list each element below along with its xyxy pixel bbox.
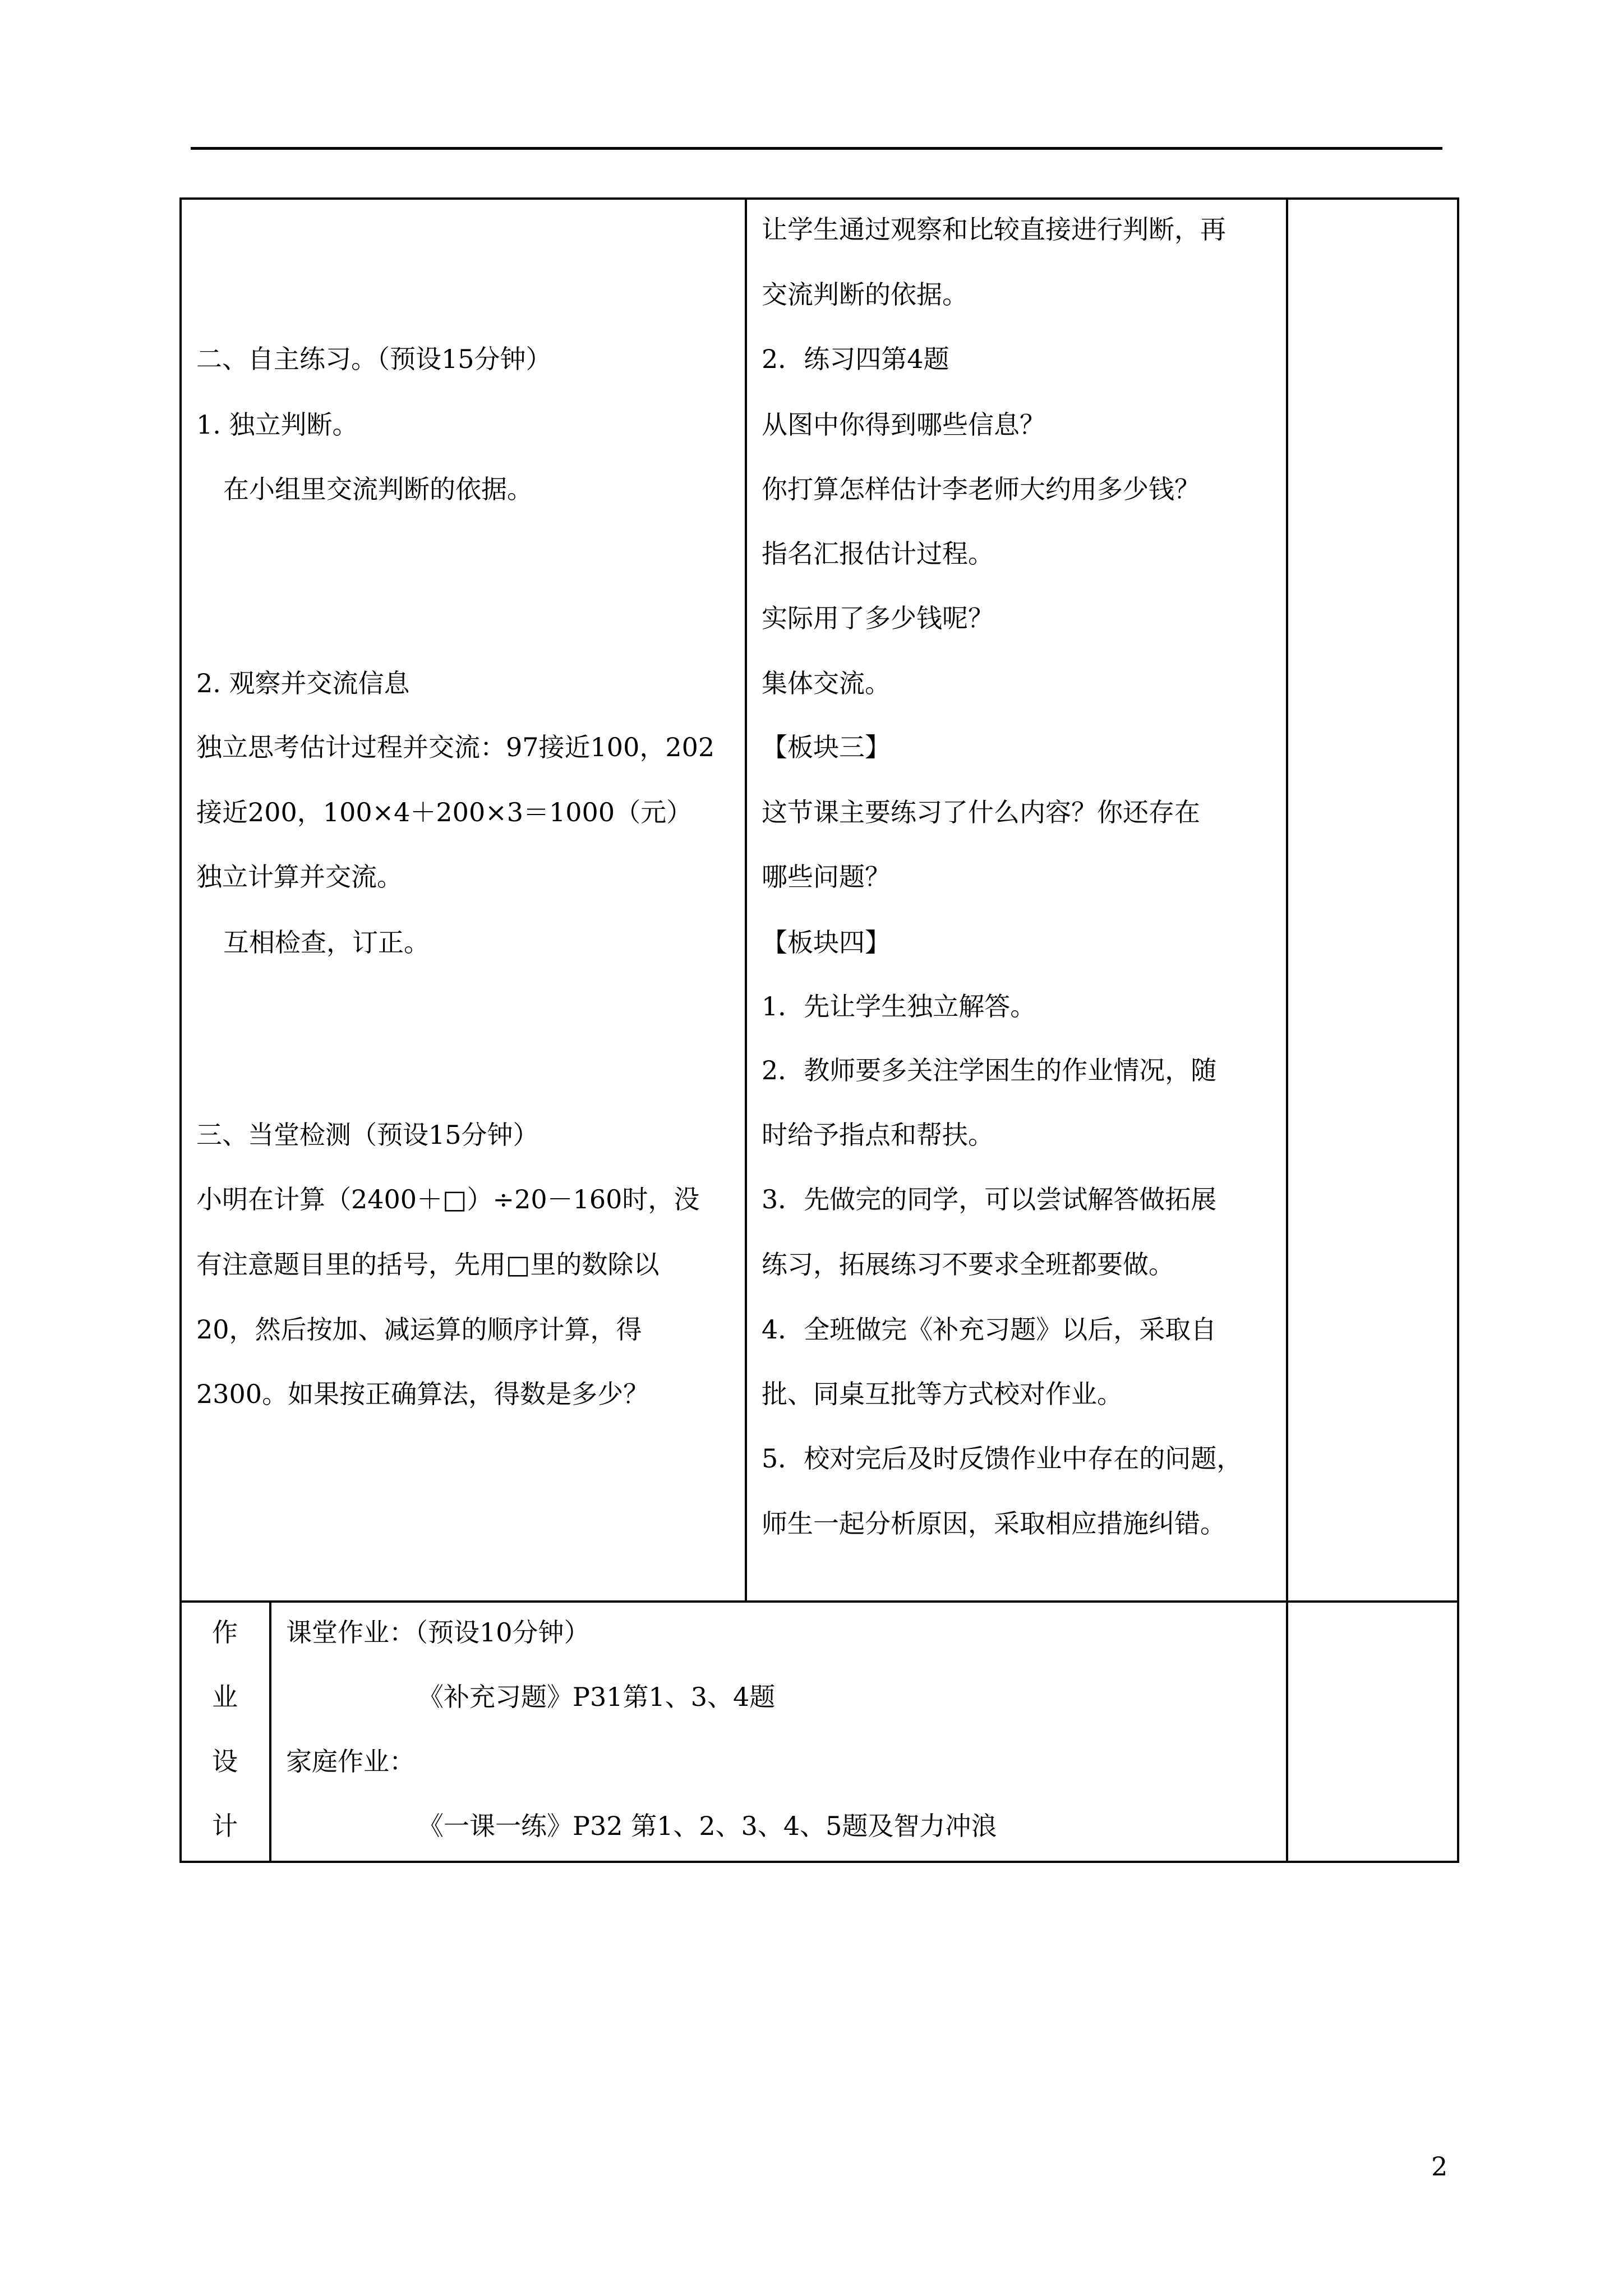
homework-label-char: 业: [212, 1682, 238, 1712]
column-divider-middle: [745, 197, 747, 1602]
middle-line: 让学生通过观察和比较直接进行判断，再: [762, 214, 1226, 245]
middle-line: 2．练习四第4题: [762, 344, 949, 374]
middle-line: 实际用了多少钱呢？: [762, 603, 994, 633]
middle-line: 你打算怎样估计李老师大约用多少钱？: [762, 474, 1200, 504]
middle-line: 哪些问题？: [762, 862, 891, 892]
middle-line: 这节课主要练习了什么内容？你还存在: [762, 797, 1200, 827]
left-line: 互相检查，订正。: [223, 927, 430, 958]
middle-line: 2．教师要多关注学困生的作业情况，随: [762, 1055, 1217, 1085]
header-rule: [191, 147, 1442, 150]
middle-line: 从图中你得到哪些信息？: [762, 409, 1045, 440]
middle-line: 3．先做完的同学，可以尝试解答做拓展: [762, 1184, 1217, 1214]
left-line: 1. 独立判断。: [196, 409, 358, 440]
left-line: 二、自主练习。（预设15分钟）: [196, 344, 552, 374]
middle-line: 4．全班做完《补充习题》以后，采取自: [762, 1314, 1217, 1345]
middle-line: 师生一起分析原因，采取相应措施纠错。: [762, 1508, 1226, 1539]
middle-line: 时给予指点和帮扶。: [762, 1120, 994, 1150]
left-line: 有注意题目里的括号，先用□里的数除以: [196, 1249, 660, 1280]
column-divider-notes: [1286, 197, 1288, 1863]
middle-line: 集体交流。: [762, 668, 891, 698]
middle-line: 5．校对完后及时反馈作业中存在的问题，: [762, 1443, 1243, 1474]
class-homework-title: 课堂作业：（预设10分钟）: [286, 1617, 590, 1648]
table-border-top: [179, 197, 1459, 200]
left-line: 三、当堂检测（预设15分钟）: [196, 1120, 539, 1150]
table-border-bottom: [179, 1861, 1459, 1863]
class-homework-item: 《补充习题》P31第1、3、4题: [418, 1682, 776, 1712]
middle-line: 【板块三】: [762, 732, 891, 762]
home-homework-title: 家庭作业：: [286, 1746, 415, 1777]
left-line: 在小组里交流判断的依据。: [223, 474, 533, 504]
table-border-right: [1457, 197, 1459, 1863]
left-line: 2300。如果按正确算法，得数是多少？: [196, 1379, 649, 1409]
left-line: 独立思考估计过程并交流：97接近100，202: [196, 732, 715, 762]
middle-line: 1．先让学生独立解答。: [762, 991, 1036, 1022]
middle-line: 交流判断的依据。: [762, 279, 968, 310]
left-line: 接近200，100×4＋200×3＝1000（元）: [196, 797, 693, 827]
home-homework-item: 《一课一练》P32 第1、2、3、4、5题及智力冲浪: [418, 1811, 997, 1841]
table-border-left: [179, 197, 182, 1863]
left-line: 小明在计算（2400＋□）÷20－160时，没: [196, 1184, 700, 1214]
middle-line: 批、同桌互批等方式校对作业。: [762, 1379, 1123, 1409]
left-line: 2. 观察并交流信息: [196, 668, 410, 698]
homework-label-char: 计: [212, 1811, 238, 1841]
left-line: 20，然后按加、减运算的顺序计算，得: [196, 1314, 642, 1345]
column-divider-homework-label: [269, 1600, 271, 1863]
middle-line: 指名汇报估计过程。: [762, 539, 994, 569]
middle-line: 【板块四】: [762, 927, 891, 958]
middle-line: 练习，拓展练习不要求全班都要做。: [762, 1249, 1174, 1280]
left-line: 独立计算并交流。: [196, 862, 403, 892]
row-divider: [179, 1600, 1459, 1603]
homework-label-char: 设: [212, 1746, 238, 1777]
page-number: 2: [1431, 2151, 1448, 2182]
homework-label-char: 作: [212, 1617, 238, 1648]
